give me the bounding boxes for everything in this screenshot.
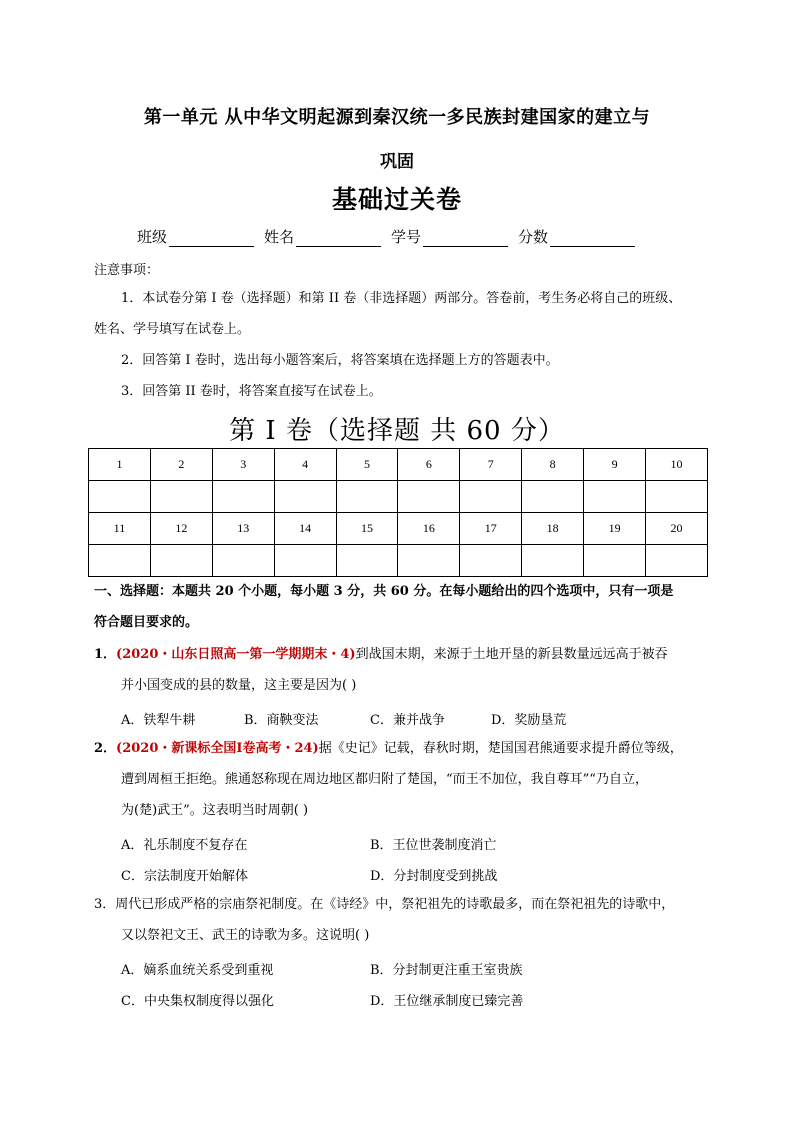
table-cell: 11 [89,513,151,545]
exam-title-line2: 巩固 [380,152,414,172]
table-cell: 4 [274,449,336,481]
q1-option-a[interactable]: A．铁犁牛耕 [121,713,196,728]
answer-cell[interactable] [460,545,522,577]
q1-option-b[interactable]: B．商鞅变法 [244,713,319,728]
score-label: 分数 [518,228,549,246]
student-id-field[interactable] [391,226,508,247]
class-field[interactable] [137,226,254,247]
table-cell: 17 [460,513,522,545]
name-blank[interactable] [296,229,381,247]
table-cell: 12 [150,513,212,545]
question-source: (2020・新课标全国Ⅰ卷高考・24) [116,741,319,756]
class-label: 班级 [137,228,168,246]
answer-table-header-row-2 [89,513,708,545]
class-blank[interactable] [169,229,254,247]
table-cell: 8 [522,449,584,481]
answer-cell[interactable] [398,481,460,513]
question-number: 2． [94,741,117,756]
table-cell: 3 [212,449,274,481]
score-blank[interactable] [550,229,635,247]
part1-intro-line2: 符合题目要求的。 [94,615,199,630]
table-cell: 7 [460,449,522,481]
question-2-line1 [94,740,683,758]
student-id-blank[interactable] [423,229,508,247]
notice-item1-line2: 姓名、学号填写在试卷上。 [94,322,251,337]
table-cell: 5 [336,449,398,481]
question-text: 周代已形成严格的宗庙祭祀制度。在《诗经》中，祭祀祖先的诗歌最多，而在祭祀祖先的诗歌中， [115,897,675,912]
answer-cell[interactable] [336,481,398,513]
table-cell: 19 [584,513,646,545]
table-cell: 2 [150,449,212,481]
exam-subtitle: 基础过关卷 [331,185,462,214]
answer-cell[interactable] [89,545,151,577]
question-text: 到战国末期，来源于土地开垦的新县数量远远高于被吞 [355,647,668,662]
answer-cell[interactable] [584,481,646,513]
answer-table [88,448,708,577]
table-cell: 9 [584,449,646,481]
part1-intro-line1: 一、选择题：本题共 20 个小题，每小题 3 分，共 60 分。在每小题给出的四个选项中，只有一项是 [94,584,674,599]
answer-cell[interactable] [460,481,522,513]
answer-cell[interactable] [646,481,708,513]
q2-option-c[interactable]: C．宗法制度开始解体 [121,869,248,884]
answer-cell[interactable] [212,545,274,577]
notice-item3: 3．回答第 II 卷时，将答案直接写在试卷上。 [121,384,382,399]
table-cell: 13 [212,513,274,545]
table-cell: 1 [89,449,151,481]
q3-option-b[interactable]: B．分封制更注重王室贵族 [370,963,523,978]
name-label: 姓名 [264,228,295,246]
question-1-line1 [94,646,668,664]
answer-cell[interactable] [336,545,398,577]
exam-title-line1: 第一单元 从中华文明起源到秦汉统一多民族封建国家的建立与 [143,107,651,128]
question-3-line1 [94,896,674,914]
q1-option-d[interactable]: D．奖励垦荒 [491,713,567,728]
name-field[interactable] [264,226,381,247]
score-field[interactable] [518,226,635,247]
q3-option-c[interactable]: C．中央集权制度得以强化 [121,994,274,1009]
q2-option-d[interactable]: D．分封制度受到挑战 [370,869,498,884]
q3-option-d[interactable]: D．王位继承制度已臻完善 [370,994,524,1009]
table-cell: 20 [646,513,708,545]
answer-table-input-row-2 [89,545,708,577]
answer-cell[interactable] [274,481,336,513]
section-title: 第 I 卷（选择题 共 60 分） [229,416,565,446]
question-2-line3: 为(楚)武王”。这表明当时周朝( ) [121,803,309,818]
table-cell: 15 [336,513,398,545]
answer-table-header-row-1 [89,449,708,481]
question-2-line2: 遭到周桓王拒绝。熊通怒称现在周边地区都归附了楚国，“而王不加位，我自尊耳”“乃自立， [121,772,648,787]
answer-cell[interactable] [89,481,151,513]
answer-cell[interactable] [646,545,708,577]
answer-cell[interactable] [522,545,584,577]
question-text: 据《史记》记载，春秋时期，楚国国君熊通要求提升爵位等级， [318,741,683,756]
q2-option-b[interactable]: B．王位世袭制度消亡 [370,838,497,853]
table-cell: 6 [398,449,460,481]
answer-cell[interactable] [584,545,646,577]
table-cell: 16 [398,513,460,545]
q3-option-a[interactable]: A．嫡系血统关系受到重视 [121,963,274,978]
notice-heading: 注意事项： [94,263,160,278]
answer-table-input-row-1 [89,481,708,513]
answer-cell[interactable] [522,481,584,513]
question-number: 1． [94,647,117,662]
table-cell: 10 [646,449,708,481]
q1-option-c[interactable]: C．兼并战争 [370,713,445,728]
question-1-line2: 并小国变成的县的数量，这主要是因为( ) [121,678,357,693]
question-3-line2: 又以祭祀文王、武王的诗歌为多。这说明( ) [121,928,370,943]
table-cell: 14 [274,513,336,545]
question-number: 3． [94,897,116,912]
student-info-fields [137,226,645,247]
answer-cell[interactable] [398,545,460,577]
answer-cell[interactable] [150,545,212,577]
answer-cell[interactable] [212,481,274,513]
table-cell: 18 [522,513,584,545]
question-source: (2020・山东日照高一第一学期期末・4) [116,647,356,662]
notice-item1-line1: 1．本试卷分第 I 卷（选择题）和第 II 卷（非选择题）两部分。答卷前，考生务必将自己的班级、 [121,291,682,306]
answer-cell[interactable] [274,545,336,577]
answer-cell[interactable] [150,481,212,513]
student-id-label: 学号 [391,228,422,246]
q2-option-a[interactable]: A．礼乐制度不复存在 [121,838,248,853]
notice-item2: 2．回答第 I 卷时，选出每小题答案后，将答案填在选择题上方的答题表中。 [121,353,559,368]
